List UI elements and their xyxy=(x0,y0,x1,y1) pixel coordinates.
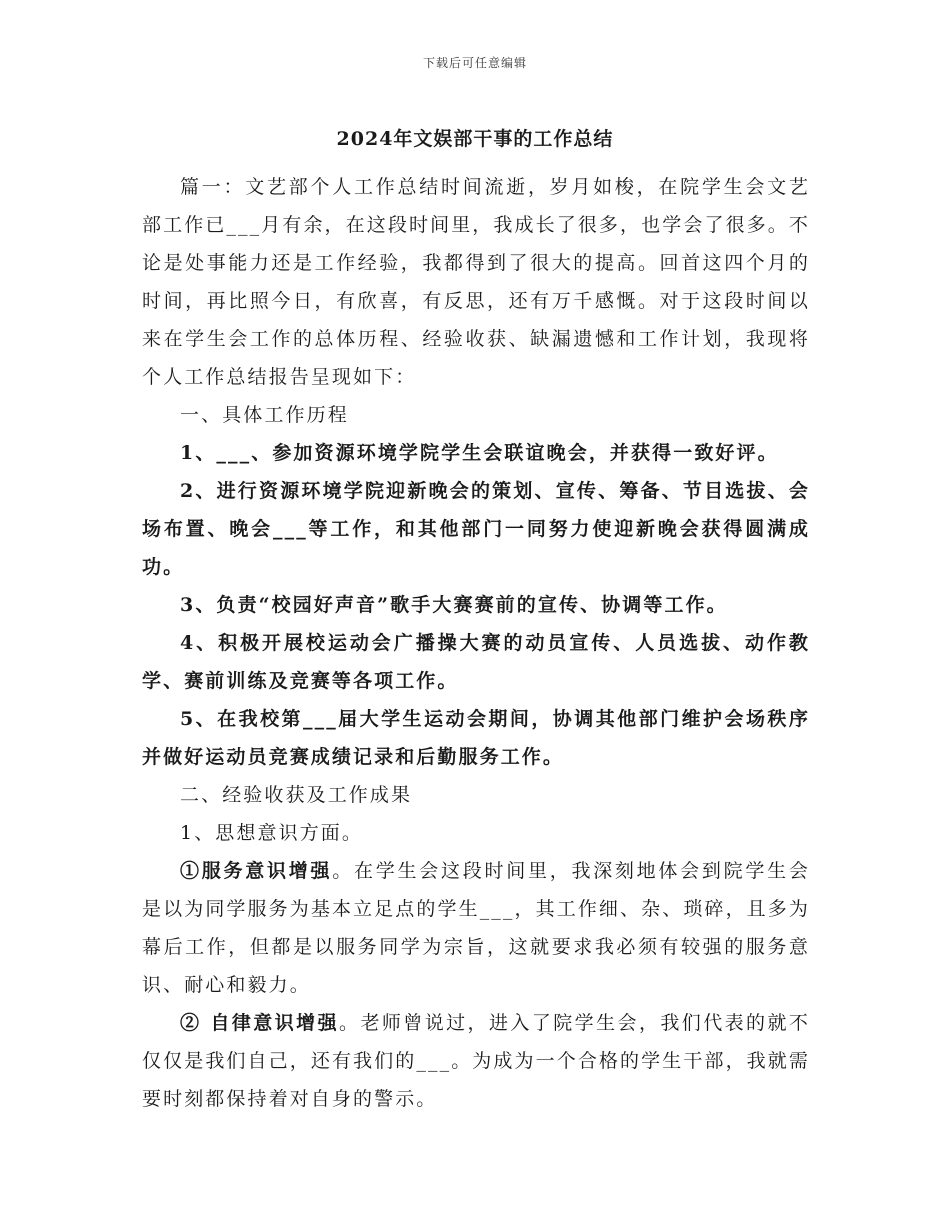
header-note: 下载后可任意编辑 xyxy=(422,56,527,70)
section-heading-1: 一、具体工作历程 xyxy=(180,404,349,426)
intro-paragraph: 篇一：文艺部个人工作总结时间流逝，岁月如梭，在院学生会文艺部工作已___月有余，在这段时间里，我成长了很多，也学会了很多。不论是处事能力还是工作经验，我都得到了很大的提高。回首这四个月的时间，再比照今日，有欣喜，有反思，还有万千感慨。对于这段时间以来在学生会工作的总体历程、经验收获、缺漏遗憾和工作计划，我现将个人工作总结报告呈现如下： xyxy=(142,176,810,388)
work-item-3: 3、负责“校园好声音”歌手大赛赛前的宣传、协调等工作。 xyxy=(180,594,728,616)
subsection-heading-1: 1、思想意识方面。 xyxy=(180,822,363,844)
service-awareness-lead: ①服务意识增强 xyxy=(180,860,333,882)
document-body xyxy=(142,168,810,1118)
document-title: 2024年文娱部干事的工作总结 xyxy=(336,128,614,150)
work-item-5: 5、在我校第___届大学生运动会期间，协调其他部门维护会场秩序并做好运动员竞赛成绩记录和后勤服务工作。 xyxy=(142,708,810,768)
self-discipline-text: 。老师曾说过，进入了院学生会，我们代表的就不仅仅是我们自己，还有我们的___。为成为一个合格的学生干部，我就需要时刻都保持着对自身的警示。 xyxy=(142,1012,811,1110)
work-item-4: 4、积极开展校运动会广播操大赛的动员宣传、人员选拔、动作教学、赛前训练及竞赛等各项工作。 xyxy=(142,632,810,692)
work-item-1: 1、___、参加资源环境学院学生会联谊晚会，并获得一致好评。 xyxy=(180,442,779,464)
work-item-2: 2、进行资源环境学院迎新晚会的策划、宣传、筹备、节目选拔、会场布置、晚会___等工作，和其他部门一同努力使迎新晚会获得圆满成功。 xyxy=(142,480,810,578)
self-discipline-paragraph xyxy=(142,1004,810,1118)
service-awareness-paragraph xyxy=(142,852,810,1004)
section-heading-2: 二、经验收获及工作成果 xyxy=(180,784,413,806)
self-discipline-lead: ② 自律意识增强 xyxy=(180,1012,340,1034)
service-awareness-text: 。在学生会这段时间里，我深刻地体会到院学生会是以为同学服务为基本立足点的学生___，其工作细、杂、琐碎，且多为幕后工作，但都是以服务同学为宗旨，这就要求我必须有较强的服务意识、耐心和毅力。 xyxy=(142,860,811,996)
